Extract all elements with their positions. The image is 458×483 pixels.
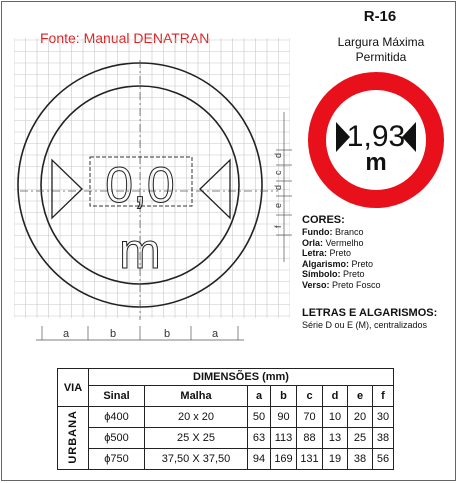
cell: 131 [297, 449, 323, 470]
colors-heading: CORES: [302, 214, 345, 226]
letters-section [302, 307, 437, 331]
sign-name-line2: Permitida [355, 50, 407, 64]
col-malha: Malha [145, 386, 248, 407]
dimensions-header: DIMENSÕES (mm) [89, 369, 394, 386]
cell: 25 X 25 [145, 428, 248, 449]
sign-r16-illustration [306, 70, 446, 210]
col-c: c [297, 386, 323, 407]
sign-name-line1: Largura Máxima [337, 35, 425, 49]
color-item: Orla: Vermelho [302, 237, 364, 248]
cell: 10 [323, 407, 348, 428]
cell: 63 [248, 428, 271, 449]
cell: 113 [271, 428, 297, 449]
cell: 25 [348, 428, 373, 449]
cell: 20 x 20 [145, 407, 248, 428]
right-arrow-outline [200, 160, 230, 218]
urbana-group: URBANA [58, 407, 89, 470]
col-e: e [348, 386, 373, 407]
dim-b-right: b [163, 328, 171, 340]
col-b: b [271, 386, 297, 407]
letters-heading: LETRAS E ALGARISMOS: [302, 307, 438, 319]
cell: 70 [297, 407, 323, 428]
dim-f: f [273, 225, 283, 228]
cell: 38 [373, 428, 394, 449]
cell: 50 [248, 407, 271, 428]
colors-section [302, 214, 381, 291]
sign-code: R-16 [363, 8, 397, 25]
cell: ϕ750 [89, 449, 145, 470]
cell: 94 [248, 449, 271, 470]
cell: 13 [323, 428, 348, 449]
col-f: f [373, 386, 394, 407]
dim-d-top: d [273, 152, 283, 158]
cell: 19 [323, 449, 348, 470]
cell: 169 [271, 449, 297, 470]
color-item: Algarismo: Preto [302, 258, 374, 269]
dim-a-left: a [62, 328, 70, 340]
cell: 30 [373, 407, 394, 428]
via-header: VIA [58, 369, 89, 407]
cell: 20 [348, 407, 373, 428]
dim-c: c [273, 170, 283, 175]
color-item: Símbolo: Preto [302, 269, 365, 280]
dim-a-right: a [211, 328, 219, 340]
letters-text: Série D ou E (M), centralizados [302, 320, 428, 330]
dim-e: e [273, 202, 283, 208]
sign-name [318, 35, 444, 65]
source-label: Fonte: Manual DENATRAN [40, 30, 210, 46]
table-row [58, 407, 394, 428]
color-item: Fundo: Branco [302, 227, 364, 237]
table-row [58, 449, 394, 470]
color-item: Letra: Preto [302, 248, 352, 259]
sign-unit-text: m [365, 149, 387, 176]
drawing-value-text: 0,0 [105, 157, 175, 213]
cell: 38 [348, 449, 373, 470]
cell: ϕ400 [89, 407, 145, 428]
dim-d-bottom: d [273, 184, 283, 190]
cell: 37,50 X 37,50 [145, 449, 248, 470]
cell: ϕ500 [89, 428, 145, 449]
col-sinal: Sinal [89, 386, 145, 407]
cell: 56 [373, 449, 394, 470]
drawing-unit-text: m [119, 223, 161, 279]
cell: 90 [271, 407, 297, 428]
dim-b-left: b [109, 328, 117, 340]
left-arrow-outline [52, 160, 82, 218]
dimensions-table [57, 368, 394, 470]
sign-value-text: 1,93 [346, 120, 406, 153]
col-d: d [323, 386, 348, 407]
color-item: Verso: Preto Fosco [302, 279, 381, 290]
table-row [58, 428, 394, 449]
cell: 88 [297, 428, 323, 449]
col-a: a [248, 386, 271, 407]
